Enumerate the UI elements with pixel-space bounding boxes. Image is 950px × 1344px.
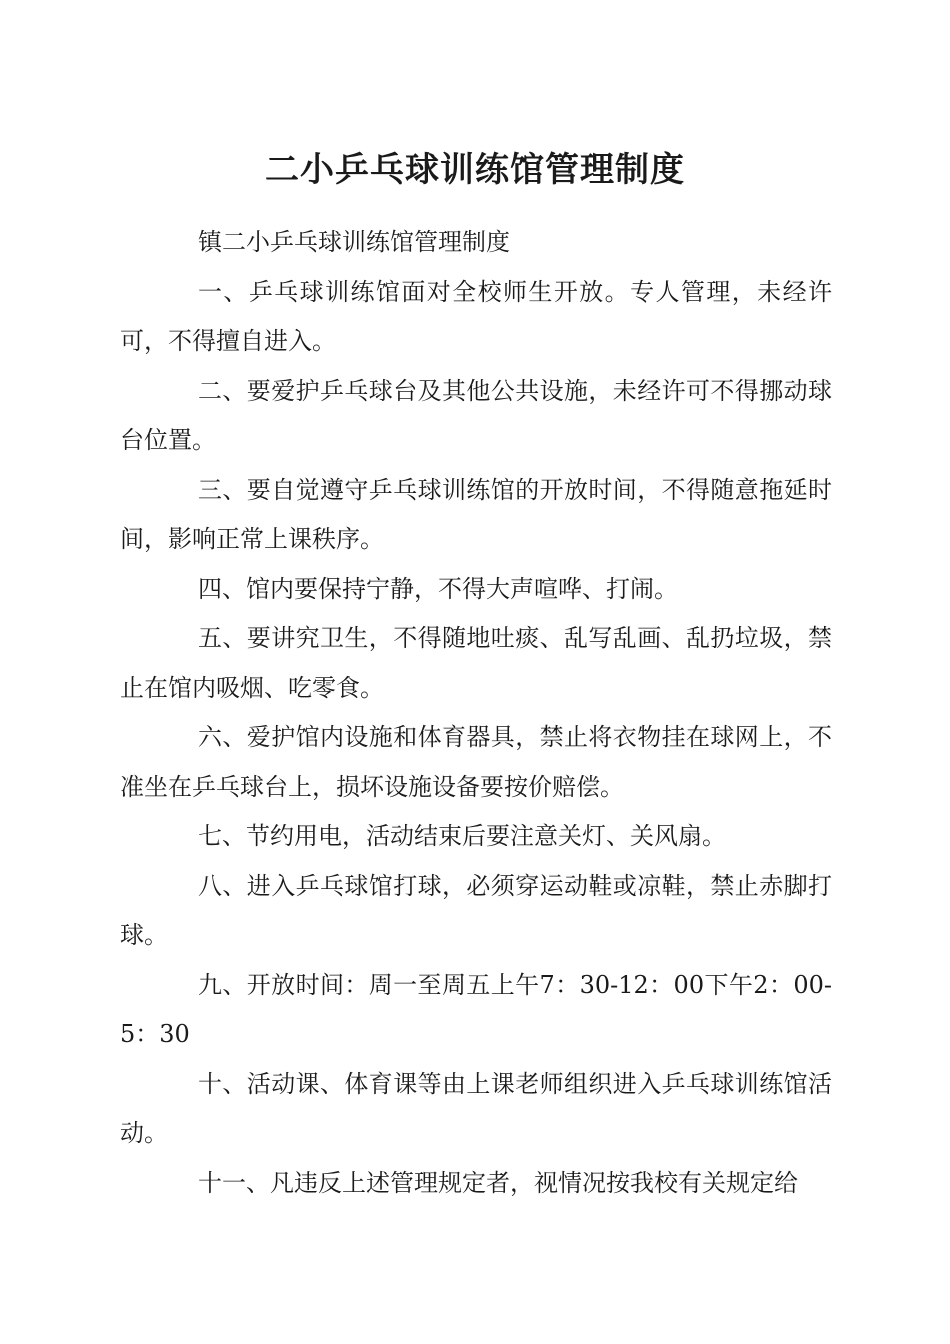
rule-10-paragraph: 十、活动课、体育课等由上课老师组织进入乒乓球训练馆活动。 (120, 1069, 832, 1147)
rule-2-paragraph: 二、要爱护乒乓球台及其他公共设施，未经许可不得挪动球台位置。 (120, 376, 832, 454)
rule-3-paragraph: 三、要自觉遵守乒乓球训练馆的开放时间，不得随意拖延时间，影响正常上课秩序。 (120, 475, 832, 553)
document-body (120, 218, 832, 1208)
rule-1-paragraph: 一、乒乓球训练馆面对全校师生开放。专人管理，未经许可，不得擅自进入。 (120, 277, 832, 355)
rule-8-paragraph: 八、进入乒乓球馆打球，必须穿运动鞋或凉鞋，禁止赤脚打球。 (120, 871, 832, 949)
rule-11-paragraph: 十一、凡违反上述管理规定者，视情况按我校有关规定给 (198, 1168, 798, 1197)
rule-7-paragraph: 七、节约用电，活动结束后要注意关灯、关风扇。 (198, 822, 726, 850)
document-title: 二小乒乓球训练馆管理制度 (265, 150, 685, 190)
rule-5-paragraph: 五、要讲究卫生，不得随地吐痰、乱写乱画、乱扔垃圾，禁止在馆内吸烟、吃零食。 (120, 624, 832, 702)
paragraph-heading: 镇二小乒乓球训练馆管理制度 (198, 228, 510, 256)
rule-6-paragraph: 六、爱护馆内设施和体育器具，禁止将衣物挂在球网上，不准坐在乒乓球台上，损坏设施设备要按价赔偿。 (120, 723, 832, 801)
rule-4-paragraph: 四、馆内要保持宁静，不得大声喧哗、打闹。 (198, 574, 678, 603)
rule-9-paragraph: 九、开放时间：周一至周五上午7：30-12：00下午2：00-5：30 (120, 970, 832, 1048)
